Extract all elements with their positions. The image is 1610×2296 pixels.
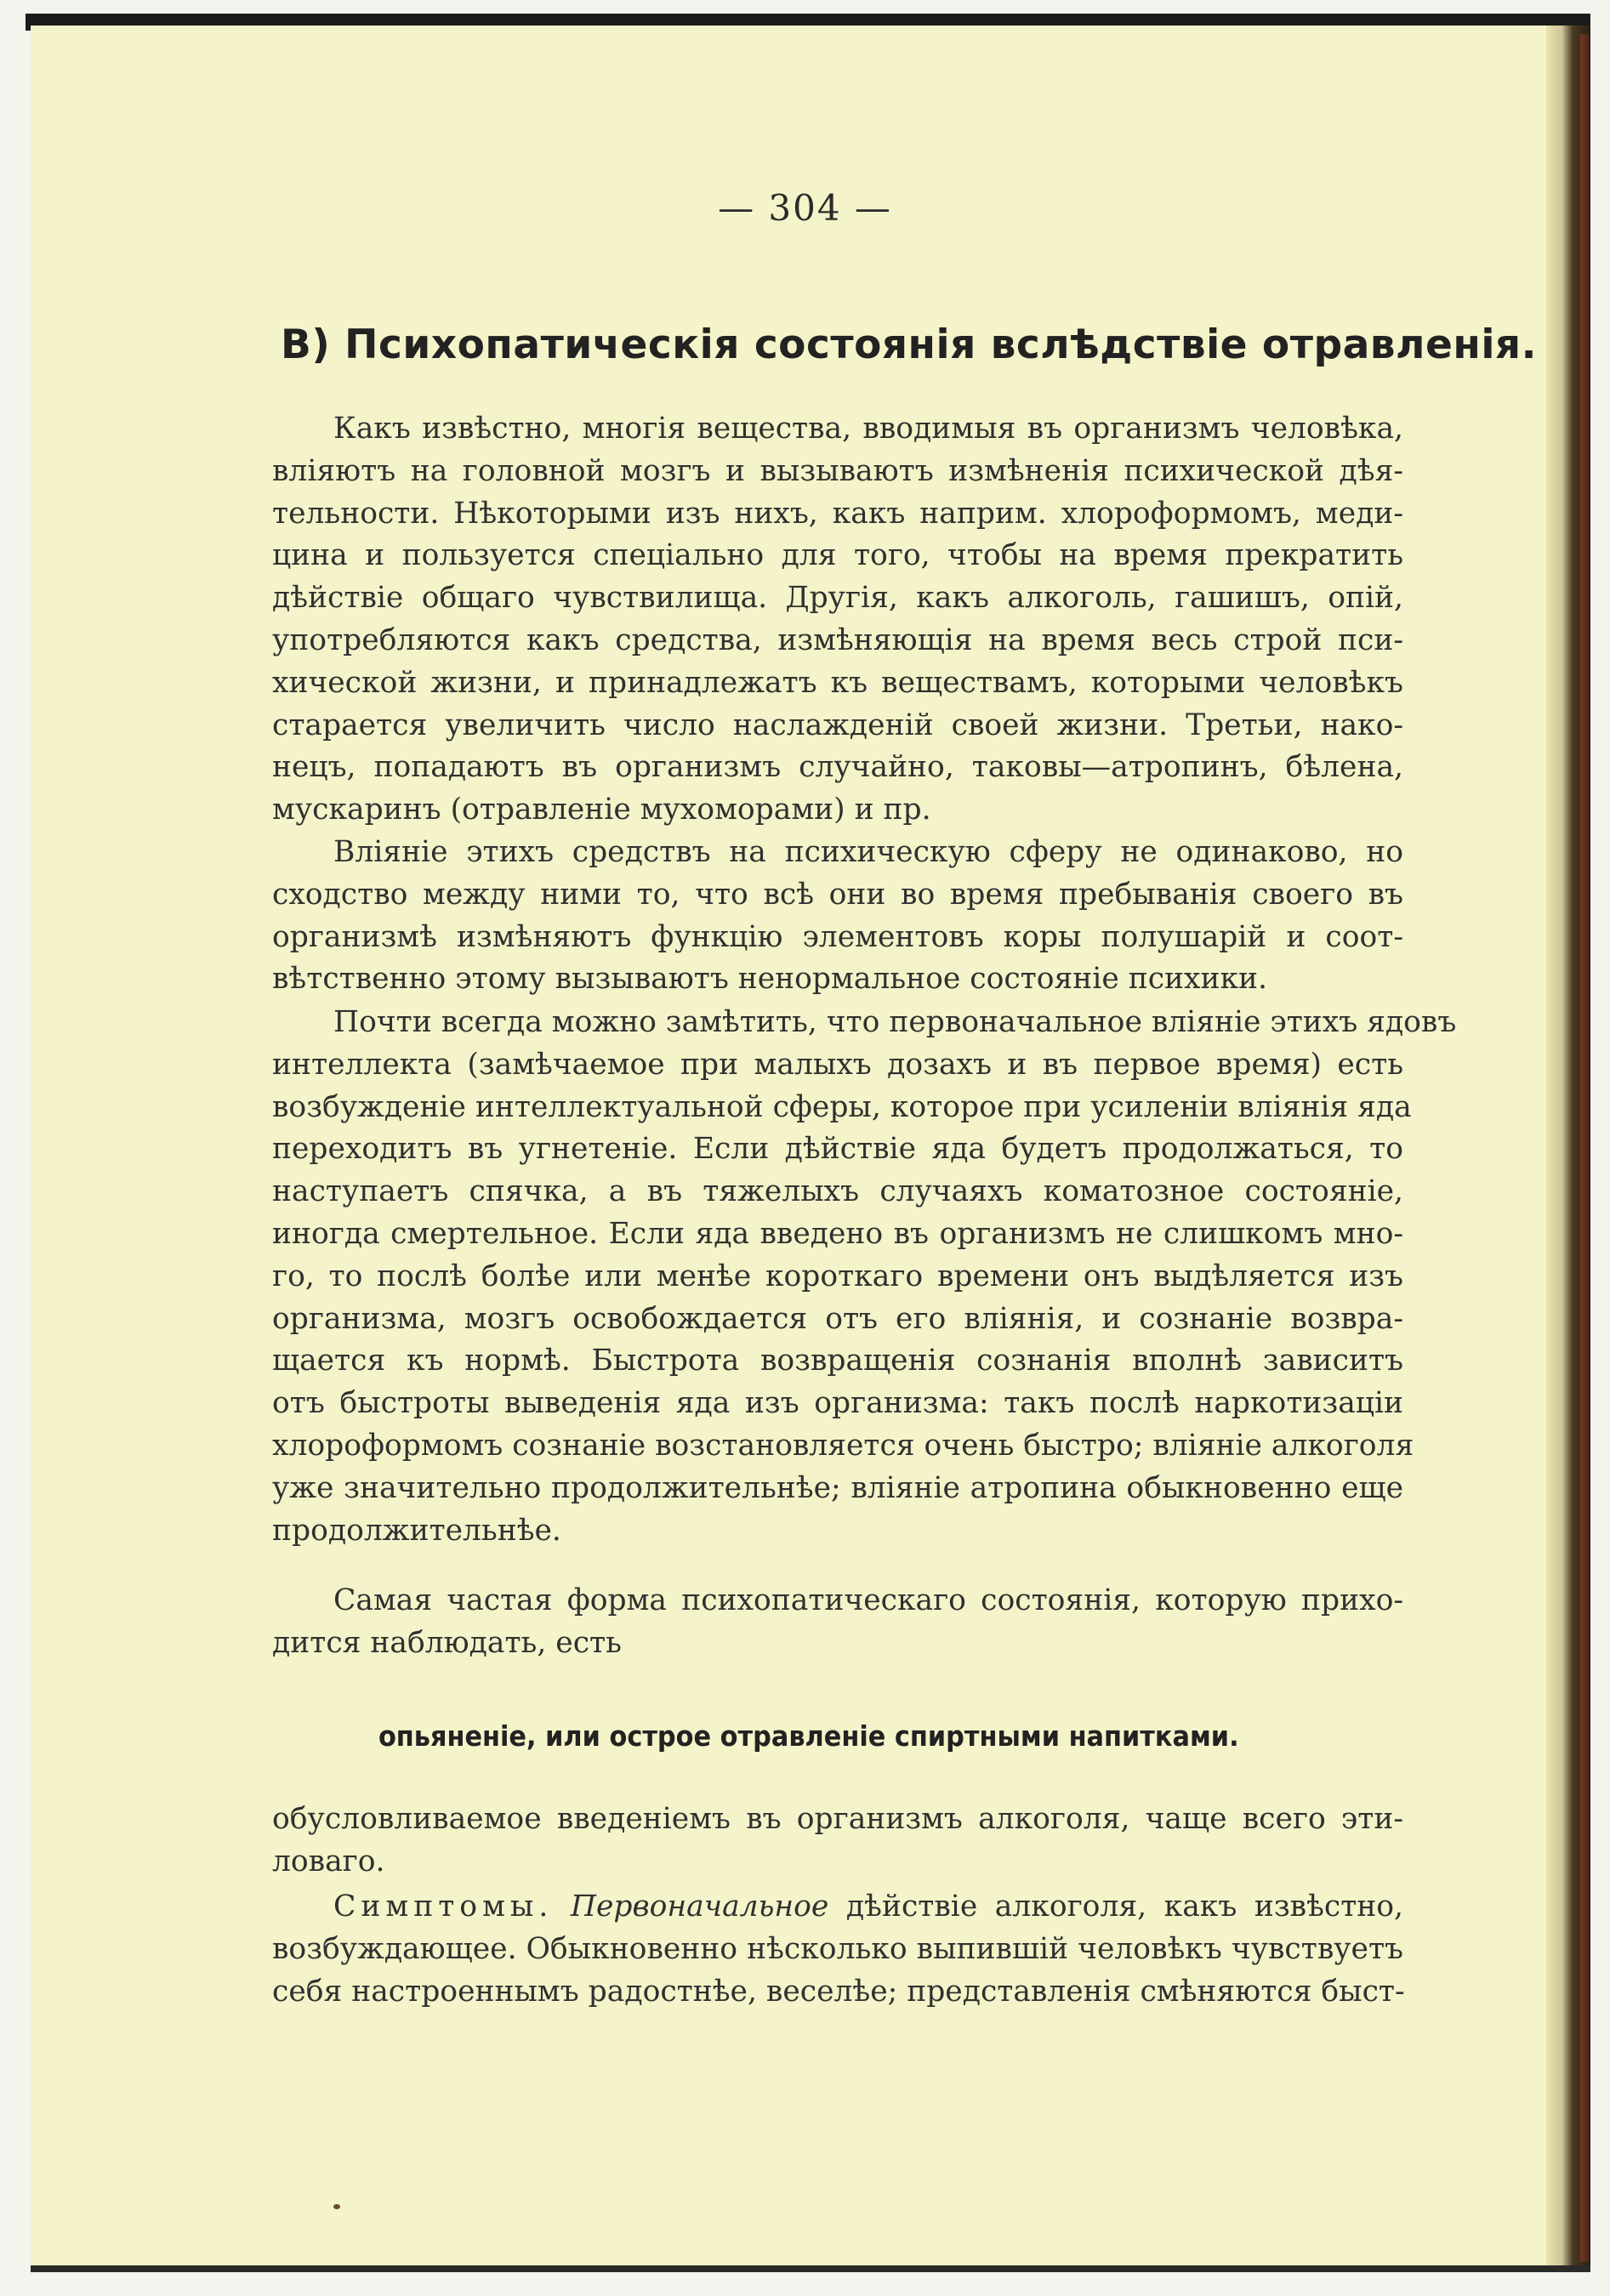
section-heading: В) Психопатическія состоянія вслѣдствіе отравленія. — [281, 321, 1537, 368]
text-line: ловаго. — [272, 1844, 385, 1878]
text-line: употребляются какъ средства, измѣняющія на время весь строй пси- — [272, 622, 1403, 657]
text-line: цина и пользуется спеціально для того, чтобы на время прекратить — [272, 538, 1403, 573]
text-line: Самая частая форма психопатическаго состоянія, которую прихо- — [333, 1583, 1403, 1617]
text-line: себя настроеннымъ радостнѣе, веселѣе; представленія смѣняются быст- — [272, 1974, 1405, 2009]
text-line: вліяютъ на головной мозгъ и вызываютъ измѣненія психической дѣя- — [272, 453, 1403, 488]
text-line: тельности. Нѣкоторыми изъ нихъ, какъ наприм. хлороформомъ, меди- — [272, 496, 1403, 531]
text-line: отъ быстроты выведенія яда изъ организма: такъ послѣ наркотизаціи — [272, 1386, 1403, 1421]
text-line: щается къ нормѣ. Быстрота возвращенія сознанія вполнѣ зависитъ — [272, 1344, 1403, 1378]
text-line: Почти всегда можно замѣтить, что первоначальное вліяніе этихъ ядовъ — [333, 1005, 1457, 1039]
book-cover-edge — [1580, 34, 1589, 2262]
subheading: опьяненіе, или острое отравленіе спиртными напитками. — [378, 1719, 1239, 1753]
text-line: обусловливаемое введеніемъ въ организмъ алкоголя, чаще всего эти- — [272, 1802, 1403, 1836]
text-line: иногда смертельное. Если яда введено въ организмъ не слишкомъ мно- — [272, 1216, 1403, 1251]
paragraph-4 — [272, 1580, 1403, 1665]
text-line: хлороформомъ сознаніе возстановляется очень быстро; вліяніе алкоголя — [272, 1428, 1414, 1463]
book-bottom-shadow — [31, 2265, 1590, 2272]
text-line: интеллекта (замѣчаемое при малыхъ дозахъ и въ первое время) есть — [272, 1047, 1403, 1082]
text-line: организмѣ измѣняютъ функцію элементовъ коры полушарій и соот- — [272, 919, 1403, 954]
ink-spot — [333, 2204, 340, 2209]
text-line: хической жизни, и принадлежатъ къ веществамъ, которыми человѣкъ — [272, 665, 1403, 700]
text-line: старается увеличить число наслажденій своей жизни. Третьи, нако- — [272, 708, 1403, 742]
text-line: нецъ, попадаютъ въ организмъ случайно, таковы—атропинъ, бѣлена, — [272, 750, 1403, 785]
page-number: — 304 — — [718, 187, 892, 229]
text-line: го, то послѣ болѣе или менѣе короткаго времени онъ выдѣляется изъ — [272, 1259, 1403, 1293]
text-line: организма, мозгъ освобождается отъ его вліянія, и сознаніе возвра- — [272, 1301, 1403, 1336]
text-line: дѣйствіе общаго чувствилища. Другія, какъ алкоголь, гашишъ, опій, — [272, 581, 1403, 616]
text-line: Какъ извѣстно, многія вещества, вводимыя въ организмъ человѣка, — [333, 412, 1403, 446]
text-line: продолжительнѣе. — [272, 1513, 561, 1548]
paragraph-6 — [272, 1886, 1403, 2013]
paragraph-2 — [272, 832, 1403, 1001]
paragraph-1 — [272, 408, 1403, 832]
text-line: Вліяніе этихъ средствъ на психическую сферу не одинаково, но — [333, 835, 1403, 869]
line-rest: дѣйствіе алкоголя, какъ извѣстно, — [845, 1890, 1404, 1924]
spaced-word: Симптомы. — [333, 1890, 554, 1924]
paragraph-5 — [272, 1799, 1403, 1884]
text-line: дится наблюдать, есть — [272, 1625, 622, 1660]
text-line — [272, 1886, 1403, 1929]
text-line: вѣтственно этому вызываютъ ненормальное состояніе психики. — [272, 962, 1268, 997]
text-line: уже значительно продолжительнѣе; вліяніе атропина обыкновенно еще — [272, 1470, 1403, 1505]
paragraph-3 — [272, 1002, 1457, 1552]
text-line: возбужденіе интеллектуальной сферы, которое при усиленіи вліянія яда — [272, 1089, 1412, 1124]
text-line: наступаетъ спячка, а въ тяжелыхъ случаяхъ коматозное состояніе, — [272, 1174, 1403, 1209]
text-line: возбуждающее. Обыкновенно нѣсколько выпившій человѣкъ чувствуетъ — [272, 1931, 1403, 1966]
italic-word: Первоначальное — [570, 1890, 829, 1924]
text-line: мускаринъ (отравленіе мухоморами) и пр. — [272, 793, 931, 827]
text-line: переходитъ въ угнетеніе. Если дѣйствіе яда будетъ продолжаться, то — [272, 1132, 1403, 1167]
text-line: сходство между ними то, что всѣ они во время пребыванія своего въ — [272, 877, 1403, 912]
